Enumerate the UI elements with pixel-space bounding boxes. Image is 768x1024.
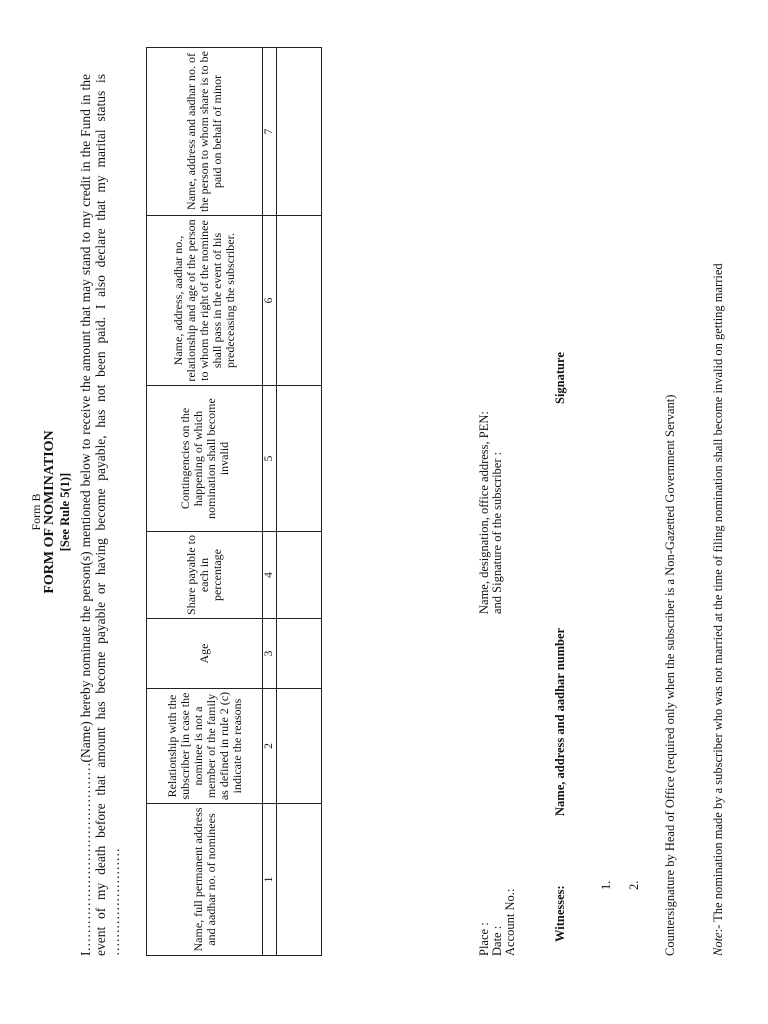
rule-reference: [See Rule 5(1)]	[58, 472, 72, 552]
header-minor-payee: Name, address and aadhar no. of the person to whom share is to be paid on behalf of minor	[147, 48, 263, 216]
header-contingencies: Contingencies on the happening of which nomination shall become invalid	[147, 386, 263, 532]
header-age: Age	[147, 619, 263, 689]
column-number: 7	[263, 48, 277, 216]
form-label: Form B	[29, 493, 43, 531]
nominee-entry-cell[interactable]	[277, 804, 322, 956]
header-relationship: Relationship with the subscriber [in case the nominee is not a member of the family as defined in rule 2 (c) indicate the reasons	[147, 689, 263, 804]
age-entry-cell[interactable]	[277, 619, 322, 689]
place-label: Place :	[477, 922, 491, 956]
header-nominee-name: Name, full permanent address and aadhar no. of nominees	[147, 804, 263, 956]
header-alternate-nominee: Name, address, aadhar no., relationship and age of the person to whom the right of the nominee shall pass in the event of his predeceasing the subscriber.	[147, 216, 263, 386]
minor-payee-entry-cell[interactable]	[277, 48, 322, 216]
designation-label: Name, designation, office address, PEN:	[477, 411, 491, 614]
note-label: Note	[711, 932, 725, 956]
witness-1: 1.	[599, 880, 613, 890]
note-body: :- The nomination made by a subscriber who was not married at the time of filing nomination shall become invalid on getting married	[711, 263, 725, 933]
form-title: FORM OF NOMINATION	[42, 430, 57, 594]
header-share: Share payable to each in percentage	[147, 532, 263, 619]
signature-label: Signature	[553, 352, 567, 404]
share-entry-cell[interactable]	[277, 532, 322, 619]
countersignature-text: Countersignature by Head of Office (required only when the subscriber is a Non-Gazetted Government Servant)	[663, 394, 677, 956]
note-text	[712, 263, 726, 956]
alternate-nominee-entry-cell[interactable]	[277, 216, 322, 386]
witness-2: 2.	[627, 880, 641, 890]
contingencies-entry-cell[interactable]	[277, 386, 322, 532]
account-number-label: Account No.:	[503, 888, 517, 956]
column-number: 4	[263, 532, 277, 619]
relationship-entry-cell[interactable]	[277, 689, 322, 804]
declaration-text: I……………………………………(Name) hereby nominate the person(s) mentioned below to receive the amount that may stand to my credit in the Fund in the event of my death before that amount has become payable or having become payable, has not been paid. I also declare that my marital status is ……………………	[78, 74, 122, 956]
column-number: 3	[263, 619, 277, 689]
column-number: 1	[263, 804, 277, 956]
nomination-table	[146, 47, 322, 956]
witnesses-label: Witnesses:	[553, 885, 567, 942]
column-number: 2	[263, 689, 277, 804]
date-label: Date :	[490, 925, 504, 956]
column-number: 5	[263, 386, 277, 532]
name-aadhar-label: Name, address and aadhar number	[553, 627, 567, 816]
column-number: 6	[263, 216, 277, 386]
subscriber-signature-label: and Signature of the subscriber :	[490, 451, 504, 614]
